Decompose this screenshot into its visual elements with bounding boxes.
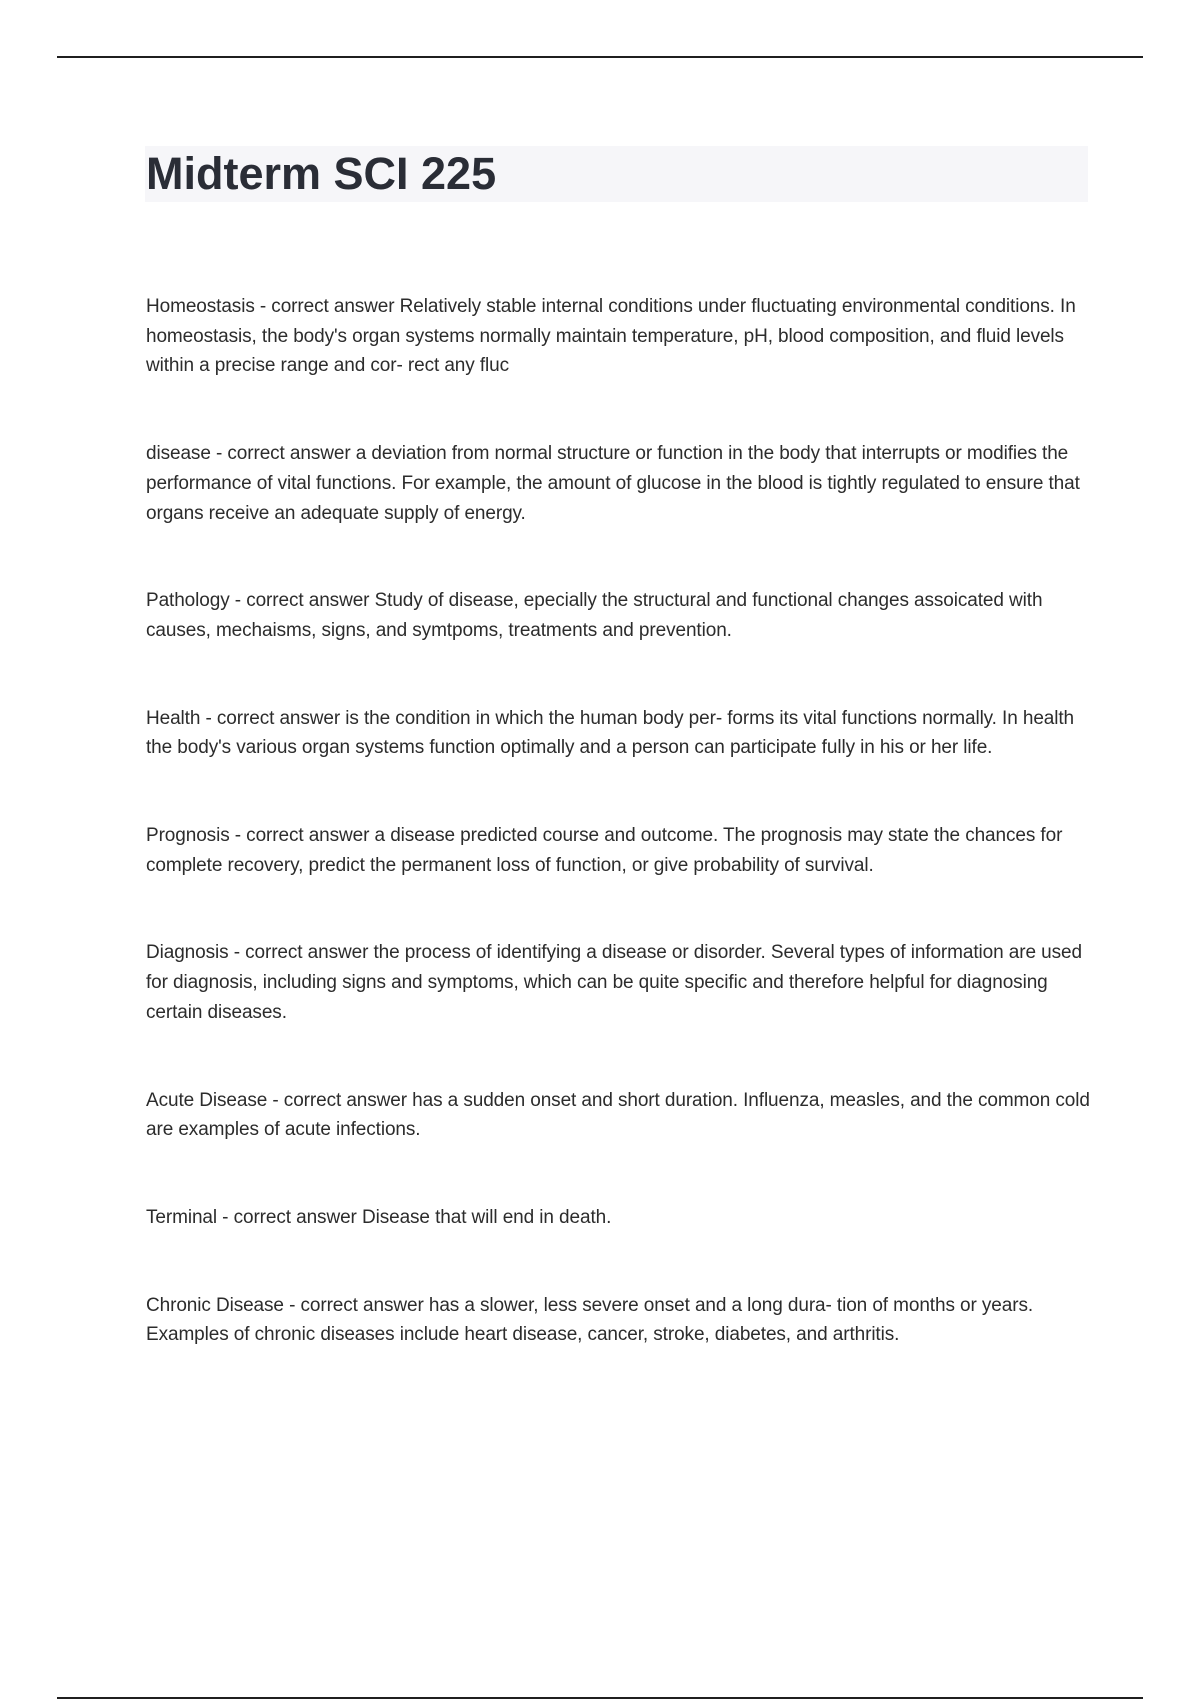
entry-prognosis: Prognosis - correct answer a disease predicted course and outcome. The prognosis may state the chances for complete recovery, predict the permanent loss of function, or give probability of survival. [146,825,1063,876]
entry-terminal: Terminal - correct answer Disease that will end in death. [146,1206,612,1228]
entry-pathology: Pathology - correct answer Study of disease, epecially the structural and functional changes assoicated with causes, mechaisms, signs, and symtpoms, treatments and prevention. [146,590,1043,641]
entry-homeostasis: Homeostasis - correct answer Relatively stable internal conditions under fluctuating environmental conditions. In homeostasis, the body's organ systems normally maintain temperature, pH, blood composition, and fluid levels within a precise range and cor- rect any fluc [146,296,1076,377]
entry-disease: disease - correct answer a deviation from normal structure or function in the body that interrupts or modifies the performance of vital functions. For example, the amount of glucose in the blood is tightly regulated to ensure that organs receive an adequate supply of energy. [146,443,1080,524]
top-divider [57,56,1143,58]
bottom-divider [57,1697,1143,1699]
entry-chronic-disease: Chronic Disease - correct answer has a slower, less severe onset and a long dura- tion of months or years. Examples of chronic diseases include heart disease, cancer, stroke, diabetes, and arthritis. [146,1294,1034,1346]
entry-acute-disease: Acute Disease - correct answer has a sudden onset and short duration. Influenza, measles, and the common cold are examples of acute infections. [146,1089,1090,1141]
flashcard-list [146,292,1096,1408]
page-title: Midterm SCI 225 [146,148,497,199]
entry-diagnosis: Diagnosis - correct answer the process of identifying a disease or disorder. Several types of information are used for diagnosis, including signs and symptoms, which can be quite specific and therefore helpful for diagnosing certain diseases. [146,942,1082,1023]
entry-health: Health - correct answer is the condition in which the human body per- forms its vital functions normally. In health the body's various organ systems function optimally and a person can participate fully in his or her life. [146,707,1075,759]
